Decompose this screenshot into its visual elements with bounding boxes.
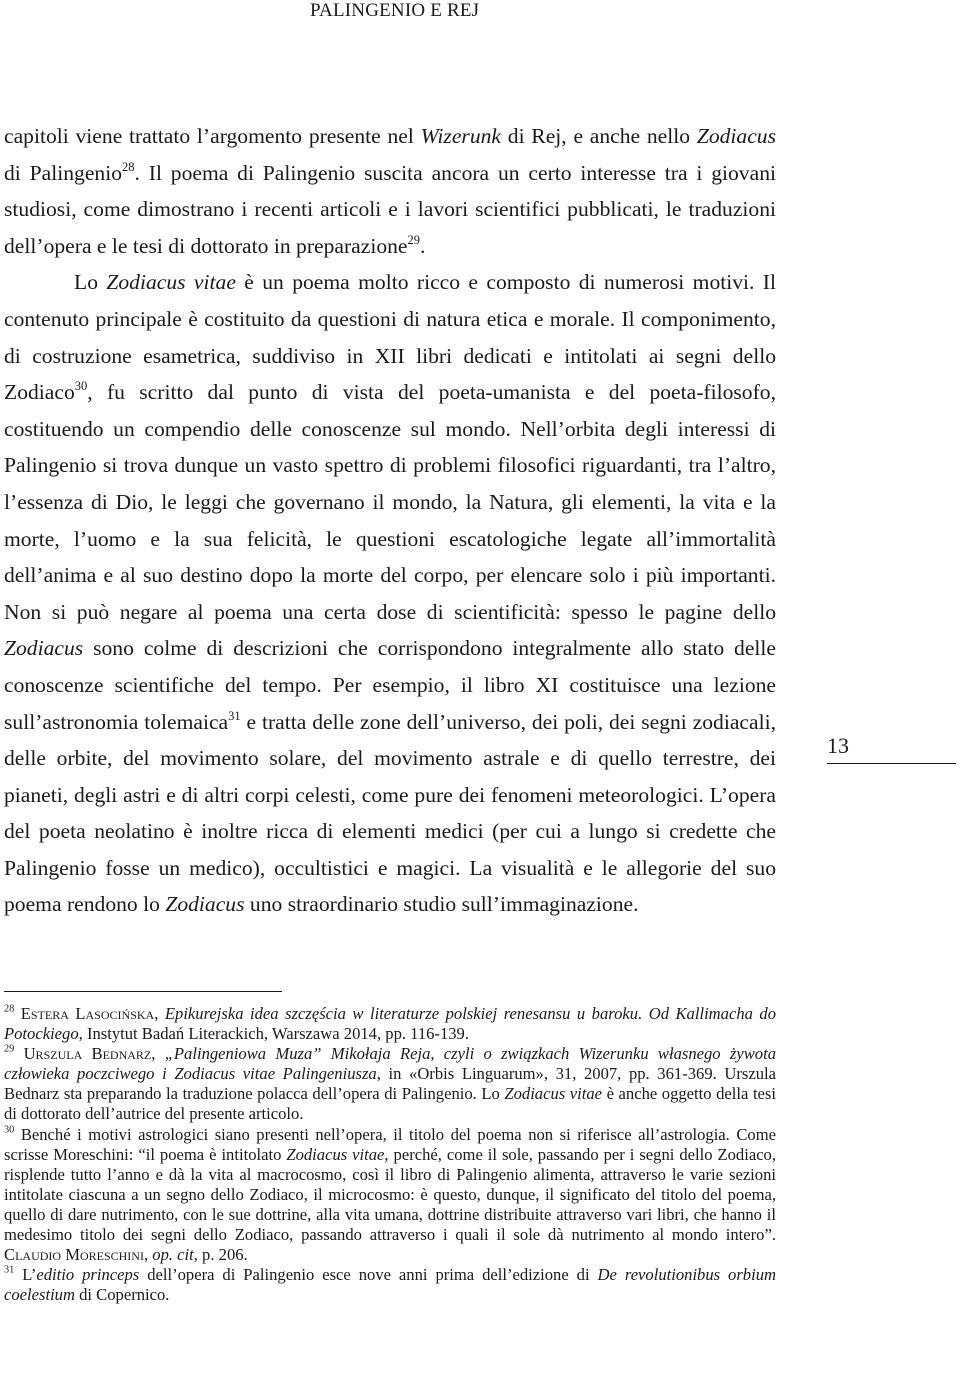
text-run: Claudio Moreschini [4, 1245, 144, 1265]
text-run: di Palingenio [4, 160, 122, 185]
text-run: Lo [74, 270, 107, 295]
text-run: Zodiacus vitae [286, 1144, 385, 1164]
paragraph [4, 118, 776, 264]
text-run: „Palingeniowa Muza” Mikołaja Reja, czyli o związkach Wizerunku własnego żywota człowieka poczciwego i Zodiacus vitae Palingeniusza [4, 1044, 776, 1084]
text-run: , [143, 1245, 153, 1265]
text-run: Estera Lasocińska [20, 1004, 155, 1023]
text-run: è anche oggetto della tesi di dottorato dell’autrice del presente articolo. [4, 1084, 776, 1124]
text-run: op. cit [152, 1245, 194, 1265]
text-run: di Copernico. [74, 1285, 170, 1305]
text-run: Urszula Bednarz [23, 1044, 152, 1064]
text-run [14, 1044, 23, 1063]
text-run: Zodiacus vitae [504, 1084, 603, 1104]
text-run: . [420, 233, 426, 258]
footnotes [4, 1004, 776, 1305]
text-run: capitoli viene trattato l’argomento presente nel [4, 124, 421, 148]
text-run: . Il poema di Palingenio suscita ancora un certo interesse tra i giovani studiosi, come dimostrano i recenti articoli e i lavori scientifici pubblicati, le traduzioni dell’opera e le tesi di dottorato in preparazione [4, 160, 776, 258]
text-run: di Rej, e anche nello [501, 124, 697, 148]
text-run: , [151, 1044, 165, 1064]
text-run: , in «Orbis Linguarum», 31, 2007, pp. 361-369. Urszula Bednarz sta preparando la traduzione polacca dell’opera di Palingenio. Lo [4, 1064, 776, 1104]
footnote-marker: 30 [4, 1124, 15, 1136]
text-run: Zodiacus [165, 892, 245, 917]
text-run: Benché i motivi astrologici siano presenti nell’opera, il titolo del poema non si riferisce all’astrologia. Come scrisse Moreschini: “il poema è intitolato [4, 1124, 776, 1164]
footnote-31 [4, 1265, 776, 1305]
text-run: Epikurejska idea szczęścia w literaturze polskiej renesansu u baroku. Od Kallimacha do Potockiego [4, 1004, 777, 1044]
text-run: sono colme di descrizioni che corrispondono integralmente allo stato delle conoscenze scientifiche del tempo. Per esempio, il libro XI costituisce una lezione sull’astronomia tolemaica [4, 636, 776, 734]
footnote-29 [4, 1044, 776, 1124]
running-head: PALINGENIO E REJ [310, 0, 480, 21]
text-run: dell’opera di Palingenio esce nove anni prima dell’edizione di [139, 1265, 598, 1285]
text-run: è un poema molto ricco e composto di numerosi motivi. Il contenuto principale è costituito da questioni di natura etica e morale. Il componimento, di costruzione esametrica, suddiviso in XII libri dedicati e intitolati ai segni dello Zodiaco [4, 270, 777, 405]
footnote-marker: 31 [228, 708, 241, 723]
text-run: e tratta delle zone dell’universo, dei poli, dei segni zodiacali, delle orbite, del movimento solare, del movimento astrale e di quello terrestre, dei pianeti, degli astri e di altri corpi celesti, come pure dei fenomeni meteorologici. L’opera del poeta neolatino è inoltre ricca di elementi medici (per cui a lungo si credette che Palingenio fosse un medico), occultistici e magici. La visualità e le allegorie del suo poema rendono lo [4, 709, 776, 917]
text-run: , fu scritto dal punto di vista del poeta-umanista e del poeta-filosofo, costituendo un compendio delle conoscenze sul mondo. Nell’orbita degli interessi di Palingenio si trova dunque un vasto spettro di problemi filosofici riguardanti, tra l’altro, l’essenza di Dio, le leggi che governano il mondo, la Natura, gli elementi, la vita e la morte, l’uomo e la sua felicità, le questioni escatologiche legate all’immortalità dell’anima e al suo destino dopo la morte del corpo, per elencare solo i più importanti. Non si può negare al poema una certa dose di scientificità: spesso le pagine dello [4, 380, 776, 624]
text-run: Zodiacus vitae [106, 270, 236, 295]
body-text [4, 118, 776, 923]
footnote-marker: 28 [122, 159, 135, 174]
footnote-marker: 28 [4, 1003, 15, 1015]
footnote-separator [4, 991, 282, 992]
text-run: Zodiacus [696, 124, 776, 148]
text-run: , [154, 1004, 165, 1023]
text-run: , p. 206. [193, 1245, 248, 1265]
text-run: editio princeps [36, 1265, 140, 1285]
text-run: Wizerunk [420, 124, 502, 148]
footnote-marker: 31 [4, 1264, 15, 1276]
text-run: , perché, come il sole, passando per i segni dello Zodiaco, risplende tutto l’anno e dà la vita al macrocosmo, così il libro di Palingenio alimenta, attraverso le varie sezioni intitolate ciascuna a un segno dello Zodiaco, il microcosmo: è questo, dunque, il significato del titolo del poema, quello di dare nutrimento, con le sue dottrine, alla vita umana, dottrine distribuite attraverso vari libri, che hanno il medesimo titolo dei segni dello Zodiaco, passando attraverso i quali il sole dà nutrimento al mondo intero”. [4, 1144, 777, 1245]
footnote-marker: 30 [74, 379, 88, 394]
text-run: , Instytut Badań Literackich, Warszawa 2014, pp. 116-139. [78, 1024, 469, 1044]
footnote-28 [4, 1004, 776, 1044]
text-run: L’ [14, 1265, 37, 1285]
text-run: Zodiacus [4, 636, 84, 661]
footnote-marker: 29 [4, 1043, 15, 1055]
page-number: 13 [827, 729, 956, 764]
footnote-marker: 29 [407, 232, 421, 247]
text-run: De revolutionibus orbium coelestium [4, 1265, 776, 1305]
paragraph [4, 264, 776, 923]
footnote-30 [4, 1125, 776, 1266]
text-run: uno straordinario studio sull’immaginazione. [244, 892, 639, 917]
